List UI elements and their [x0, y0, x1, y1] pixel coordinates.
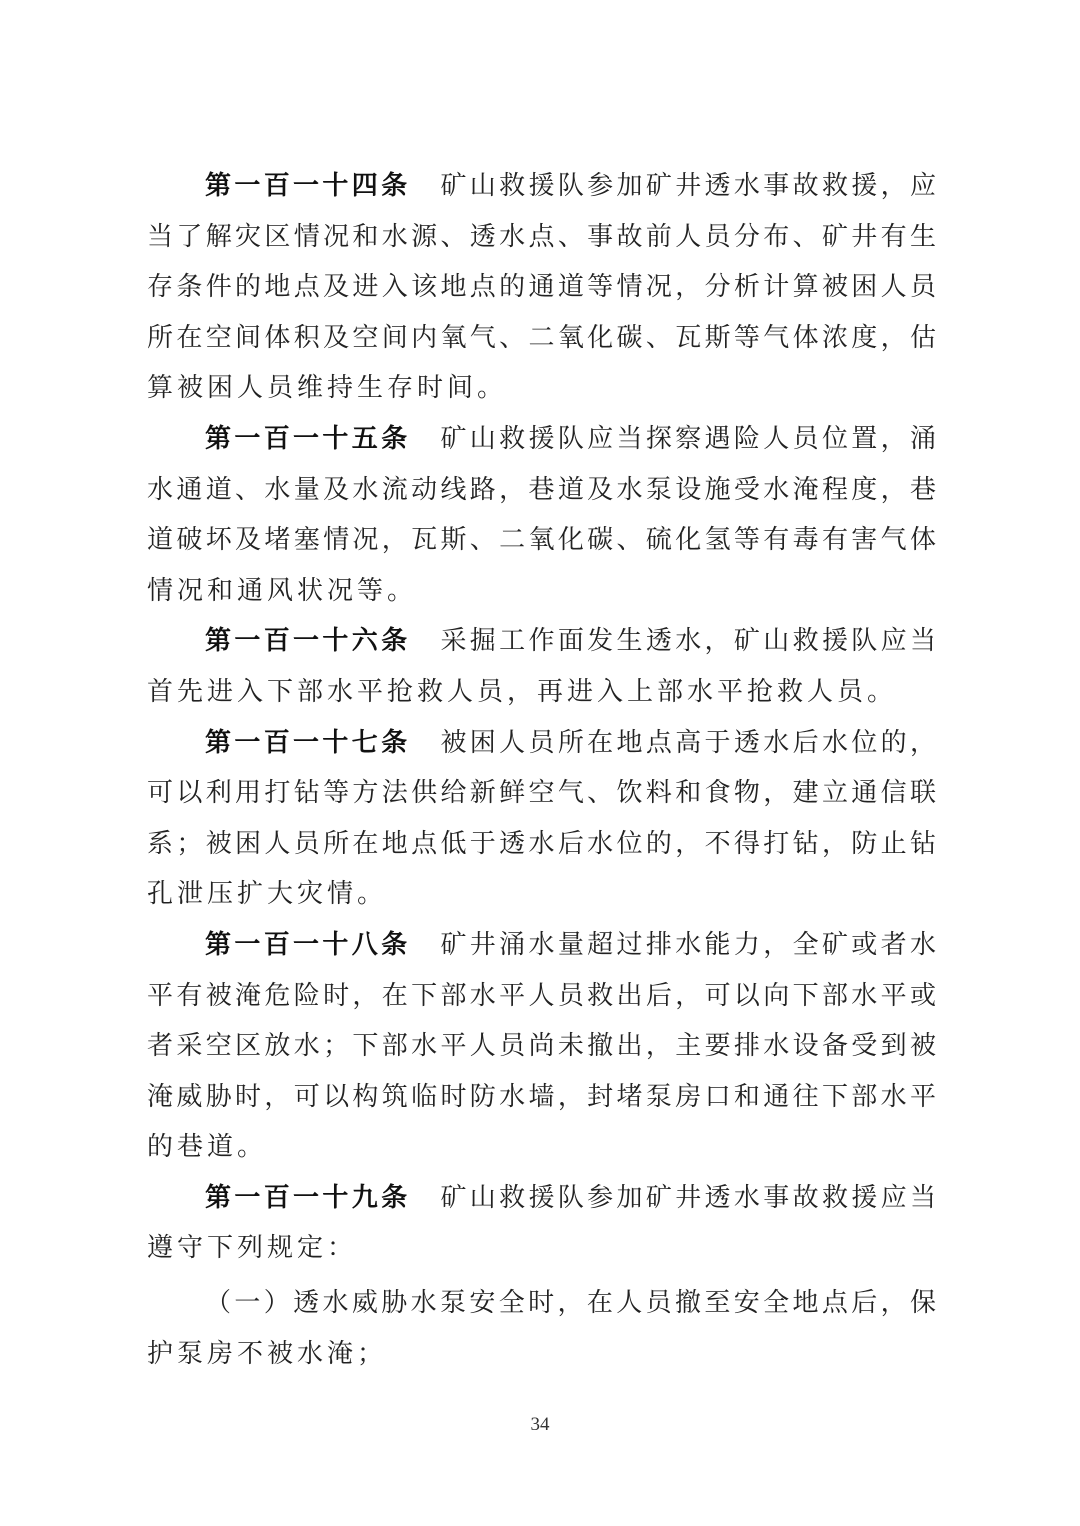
article	[147, 161, 936, 414]
text-line	[147, 667, 936, 718]
text-line	[147, 313, 936, 364]
article-heading: 第一百一十五条	[205, 423, 411, 454]
text-line	[147, 262, 936, 313]
line-text: 当了解灾区情况和水源、透水点、事故前人员分布、矿井有生	[147, 221, 936, 252]
text-line	[147, 768, 936, 819]
line-text: 矿井涌水量超过排水能力，全矿或者水	[440, 929, 936, 960]
text-line	[147, 971, 936, 1022]
text-line	[147, 515, 936, 566]
text-line	[147, 1223, 936, 1274]
line-text: 矿山救援队应当探察遇险人员位置，涌	[440, 423, 936, 454]
line-text: 首先进入下部水平抢救人员，再进入上部水平抢救人员。	[147, 676, 898, 707]
text-line	[147, 1329, 936, 1380]
article	[147, 616, 936, 717]
line-text: （一）透水威胁水泵安全时，在人员撤至安全地点后，保	[205, 1288, 936, 1319]
line-text: 可以利用打钻等方法供给新鲜空气、饮料和食物，建立通信联	[147, 778, 936, 809]
article-heading: 第一百一十九条	[205, 1182, 411, 1213]
article-heading: 第一百一十六条	[205, 626, 411, 657]
line-text: 的巷道。	[147, 1132, 268, 1163]
text-line	[147, 1021, 936, 1072]
text-line	[147, 718, 936, 769]
text-line	[147, 1278, 936, 1329]
text-line	[147, 869, 936, 920]
article-heading: 第一百一十四条	[205, 171, 411, 201]
line-text: 遵守下列规定：	[147, 1233, 358, 1264]
text-line	[147, 1072, 936, 1123]
line-text: 存条件的地点及进入该地点的通道等情况，分析计算被困人员	[147, 272, 936, 303]
line-text: 水通道、水量及水流动线路，巷道及水泵设施受水淹程度，巷	[147, 474, 936, 505]
text-line	[147, 616, 936, 667]
article	[147, 414, 936, 616]
line-text: 平有被淹危险时，在下部水平人员救出后，可以向下部水平或	[147, 980, 936, 1011]
text-line	[147, 414, 936, 465]
text-line	[147, 1122, 936, 1173]
line-text: 淹威胁时，可以构筑临时防水墙，封堵泵房口和通往下部水平	[147, 1081, 936, 1112]
line-text: 情况和通风状况等。	[147, 575, 418, 606]
list-item	[147, 1278, 936, 1379]
article-heading: 第一百一十八条	[205, 929, 411, 960]
article	[147, 920, 936, 1173]
text-line	[147, 1173, 936, 1224]
text-line	[147, 161, 936, 212]
line-text: 被困人员所在地点高于透水后水位的，	[440, 727, 936, 758]
text-line	[147, 920, 936, 971]
article	[147, 718, 936, 920]
line-text: 所在空间体积及空间内氧气、二氧化碳、瓦斯等气体浓度，估	[147, 322, 936, 353]
line-text: 系；被困人员所在地点低于透水后水位的，不得打钻，防止钻	[147, 828, 936, 859]
line-text: 算被困人员维持生存时间。	[147, 373, 508, 404]
line-text: 孔泄压扩大灾情。	[147, 879, 388, 910]
line-text: 采掘工作面发生透水，矿山救援队应当	[440, 626, 936, 657]
text-line	[147, 819, 936, 870]
text-line	[147, 465, 936, 516]
document-body	[147, 161, 936, 1379]
page-number: 34	[530, 1414, 550, 1435]
text-line	[147, 363, 936, 414]
line-text: 者采空区放水；下部水平人员尚未撤出，主要排水设备受到被	[147, 1031, 936, 1062]
article	[147, 1173, 936, 1274]
text-line	[147, 212, 936, 263]
line-text: 矿山救援队参加矿井透水事故救援应当	[440, 1182, 936, 1213]
line-text: 矿山救援队参加矿井透水事故救援，应	[440, 171, 936, 201]
article-heading: 第一百一十七条	[205, 727, 411, 758]
text-line	[147, 566, 936, 617]
line-text: 护泵房不被水淹；	[147, 1338, 388, 1369]
line-text: 道破坏及堵塞情况，瓦斯、二氧化碳、硫化氢等有毒有害气体	[147, 525, 936, 556]
